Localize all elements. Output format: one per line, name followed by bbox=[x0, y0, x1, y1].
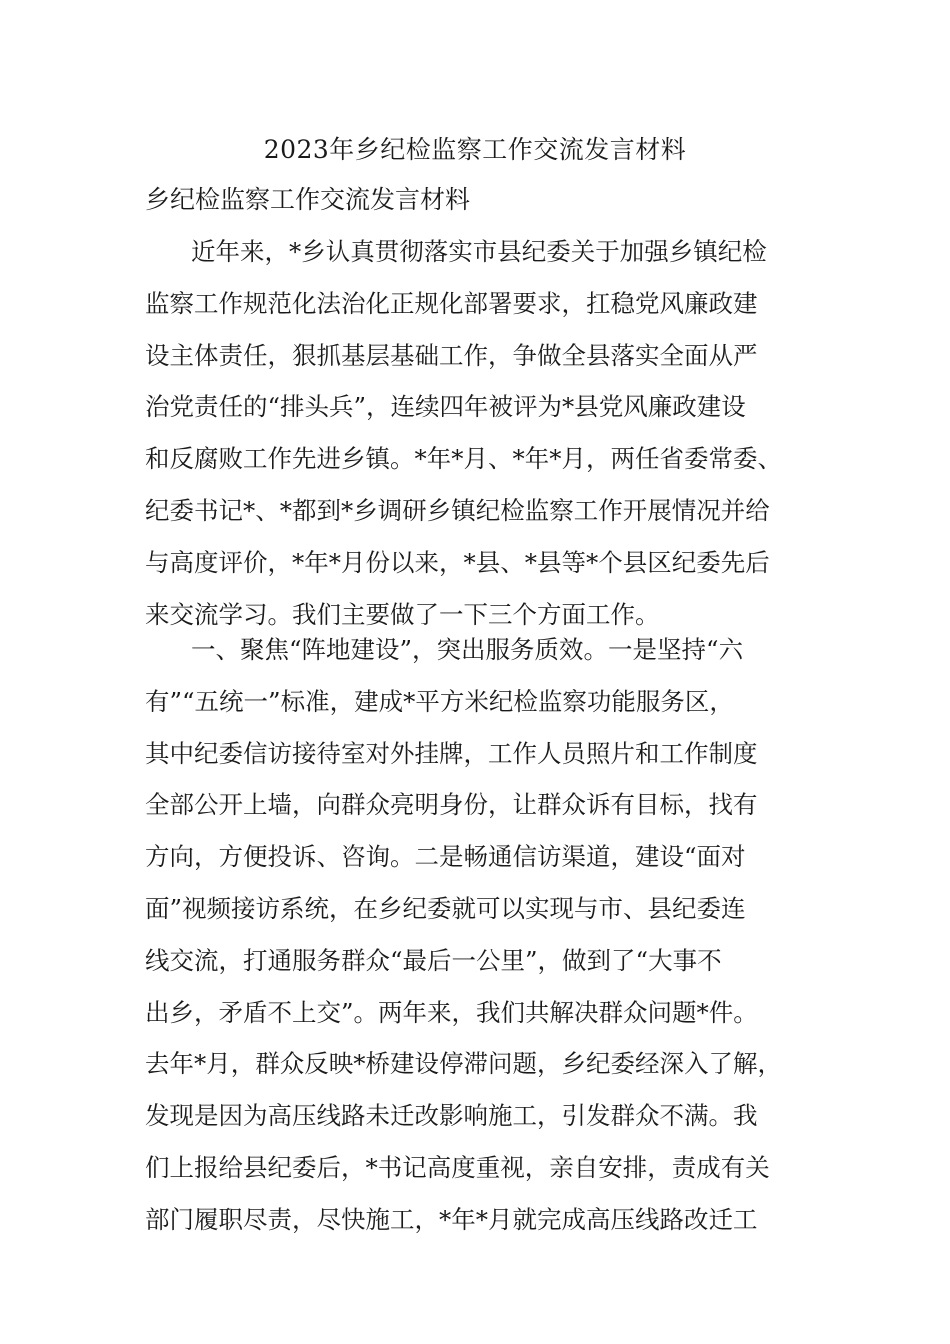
text-line: 们上报给县纪委后，*书记高度重视，亲自安排，责成有关 bbox=[145, 1152, 770, 1182]
text-line: 方向，方便投诉、咨询。二是畅通信访渠道，建设“面对 bbox=[145, 842, 746, 872]
paragraph-intro bbox=[145, 226, 805, 640]
text-line: 面”视频接访系统，在乡纪委就可以实现与市、县纪委连 bbox=[145, 893, 746, 923]
text-line: 出乡，矛盾不上交”。两年来，我们共解决群众问题*件。 bbox=[145, 997, 758, 1027]
text-line: 一、聚焦“阵地建设”，突出服务质效。一是坚持“六 bbox=[191, 635, 744, 664]
text-line: 治党责任的“排头兵”，连续四年被评为*县党风廉政建设 bbox=[145, 392, 746, 422]
paragraph-section-one bbox=[145, 624, 805, 1246]
text-line: 发现是因为高压线路未迁改影响施工，引发群众不满。我 bbox=[145, 1101, 758, 1131]
text-line: 来交流学习。我们主要做了一下三个方面工作。 bbox=[145, 599, 660, 629]
text-line: 其中纪委信访接待室对外挂牌，工作人员照片和工作制度 bbox=[145, 738, 758, 768]
text-line: 近年来，*乡认真贯彻落实市县纪委关于加强乡镇纪检 bbox=[191, 237, 767, 266]
text-line: 纪委书记*、*都到*乡调研乡镇纪检监察工作开展情况并给 bbox=[145, 495, 770, 525]
text-line: 监察工作规范化法治化正规化部署要求，扛稳党风廉政建 bbox=[145, 288, 758, 318]
document-title: 2023年乡纪检监察工作交流发言材料 bbox=[263, 135, 687, 164]
text-line: 去年*月，群众反映*桥建设停滞问题，乡纪委经深入了解， bbox=[145, 1049, 782, 1079]
text-line: 与高度评价，*年*月份以来，*县、*县等*个县区纪委先后 bbox=[145, 547, 770, 577]
text-line: 部门履职尽责，尽快施工，*年*月就完成高压线路改迁工 bbox=[145, 1204, 758, 1234]
text-line: 有”“五统一”标准，建成*平方米纪检监察功能服务区， bbox=[145, 686, 734, 716]
text-line: 设主体责任，狠抓基层基础工作，争做全县落实全面从严 bbox=[145, 340, 758, 370]
document-subtitle: 乡纪检监察工作交流发言材料 bbox=[145, 185, 471, 214]
text-line: 线交流，打通服务群众“最后一公里”，做到了“大事不 bbox=[145, 945, 722, 975]
text-line: 和反腐败工作先进乡镇。*年*月、*年*月，两任省委常委、 bbox=[145, 444, 782, 474]
text-line: 全部公开上墙，向群众亮明身份，让群众诉有目标，找有 bbox=[145, 790, 758, 820]
